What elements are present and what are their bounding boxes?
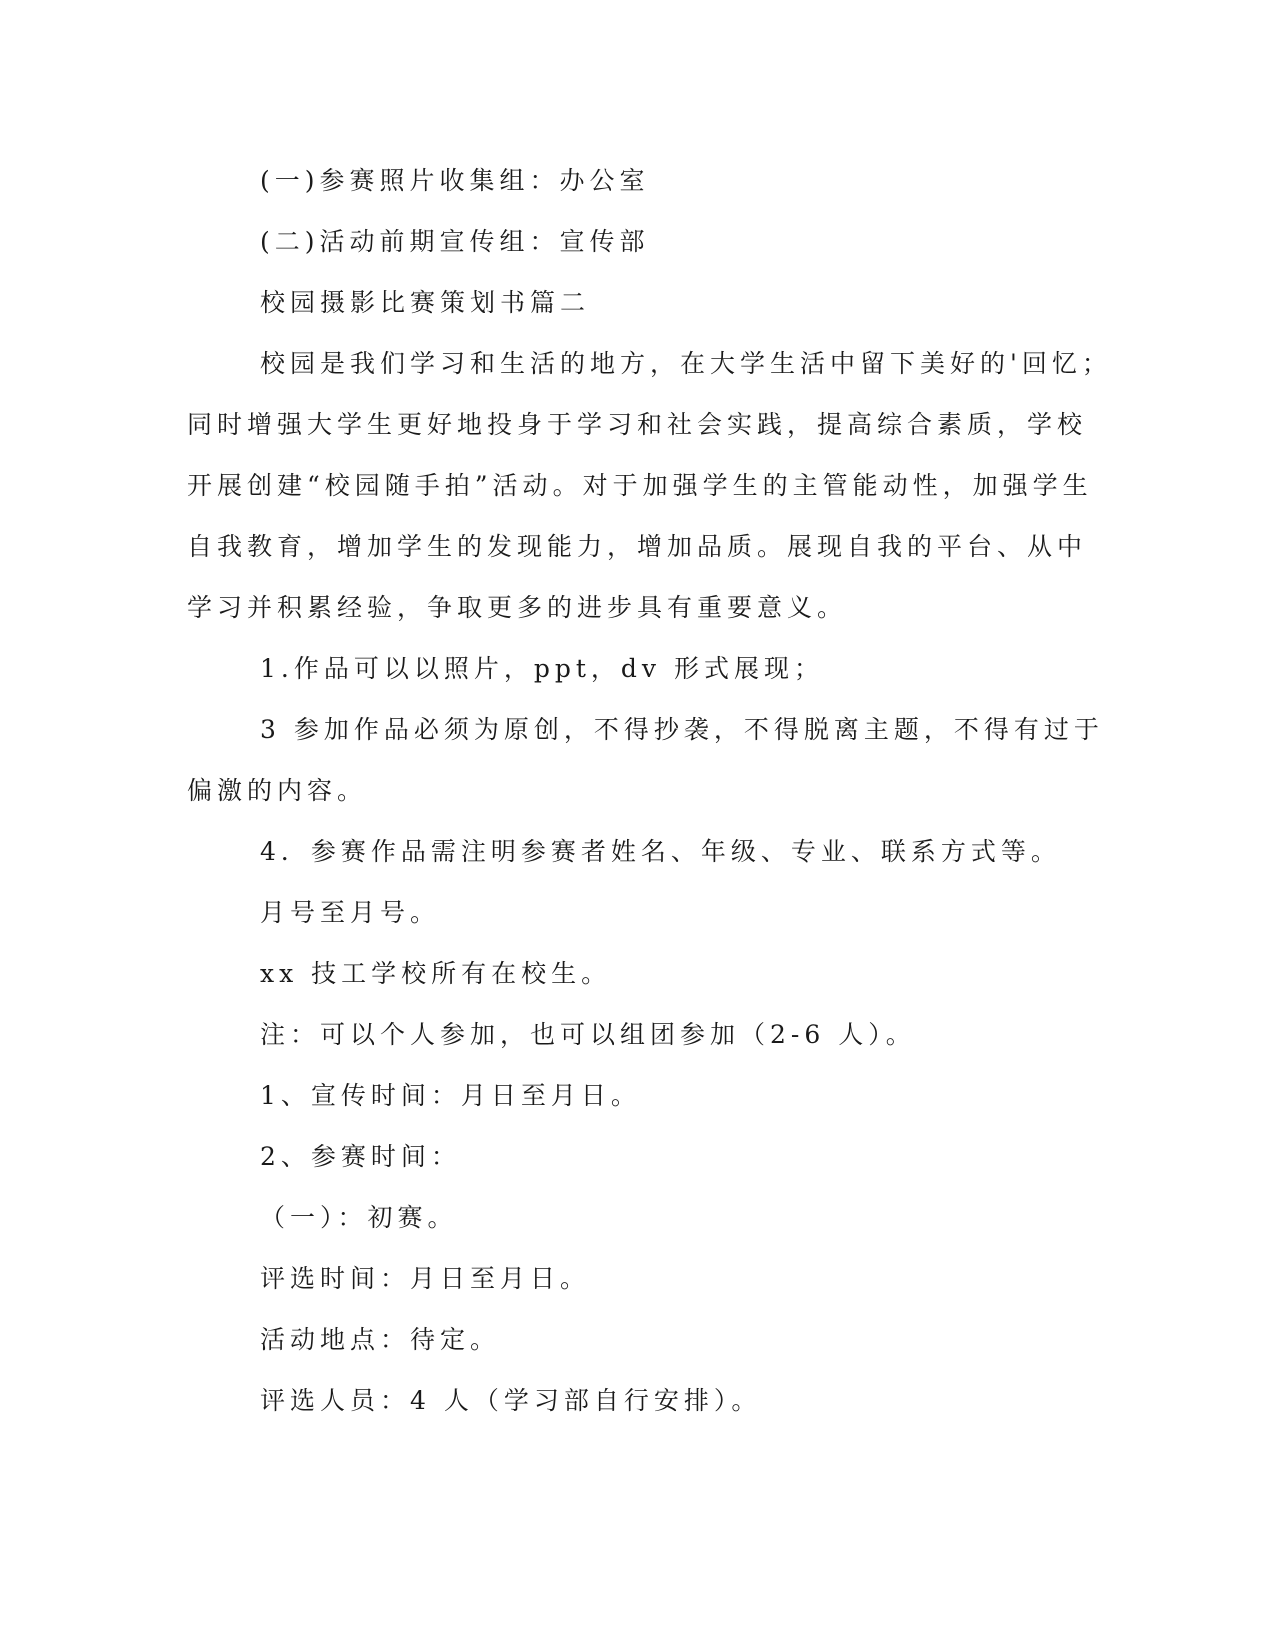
- text-line: 评选时间：月日至月日。: [260, 1264, 591, 1293]
- paragraph-rule-1: [187, 638, 1067, 699]
- paragraph-note: [187, 1004, 1067, 1065]
- text-line: 开展创建“校园随手拍”活动。对于加强学生的主管能动性，加强学生: [187, 471, 1093, 500]
- paragraph-judging-time: [187, 1248, 1067, 1309]
- section-heading: [187, 272, 1067, 333]
- text-line: 2、参赛时间：: [260, 1142, 461, 1171]
- text-line: (一)参赛照片收集组：办公室: [260, 166, 650, 195]
- text-line: 4．参赛作品需注明参赛者姓名、年级、专业、联系方式等。: [260, 837, 1061, 866]
- text-line: (二)活动前期宣传组：宣传部: [260, 227, 650, 256]
- paragraph-participants: [187, 943, 1067, 1004]
- paragraph-photo-collection-group: [187, 150, 1067, 211]
- text-line: 学习并积累经验，争取更多的进步具有重要意义。: [187, 593, 848, 622]
- text-line: 1.作品可以以照片，ppt，dv 形式展现；: [260, 654, 824, 683]
- text-line: 1、宣传时间：月日至月日。: [260, 1081, 641, 1110]
- paragraph-rule-3: [187, 699, 1104, 821]
- text-line: 评选人员：4 人（学习部自行安排）。: [260, 1386, 762, 1415]
- text-line: 校园摄影比赛策划书篇二: [260, 288, 591, 317]
- text-line: （一）：初赛。: [260, 1203, 458, 1232]
- paragraph-publicity-group: [187, 211, 1067, 272]
- text-line: xx 技工学校所有在校生。: [260, 959, 612, 988]
- text-line: 同时增强大学生更好地投身于学习和社会实践，提高综合素质，学校: [187, 410, 1088, 439]
- paragraph-rule-4: [187, 821, 1067, 882]
- text-line: 月号至月号。: [260, 898, 441, 927]
- paragraph-venue: [187, 1309, 1067, 1370]
- text-line: 偏激的内容。: [187, 776, 368, 805]
- paragraph-campus-intro: [187, 333, 1112, 638]
- text-line: 注：可以个人参加，也可以组团参加（2-6 人）。: [260, 1020, 916, 1049]
- paragraph-preliminary: [187, 1187, 1067, 1248]
- paragraph-publicity-time: [187, 1065, 1067, 1126]
- paragraph-contest-time: [187, 1126, 1067, 1187]
- text-line: 自我教育，增加学生的发现能力，增加品质。展现自我的平台、从中: [187, 532, 1088, 561]
- text-line: 3 参加作品必须为原创，不得抄袭，不得脱离主题，不得有过于: [260, 715, 1104, 744]
- text-line: 活动地点：待定。: [260, 1325, 501, 1354]
- paragraph-date-range: [187, 882, 1067, 943]
- text-line: 校园是我们学习和生活的地方，在大学生活中留下美好的'回忆；: [260, 349, 1112, 378]
- document-body: [187, 150, 1112, 1431]
- paragraph-judges: [187, 1370, 1067, 1431]
